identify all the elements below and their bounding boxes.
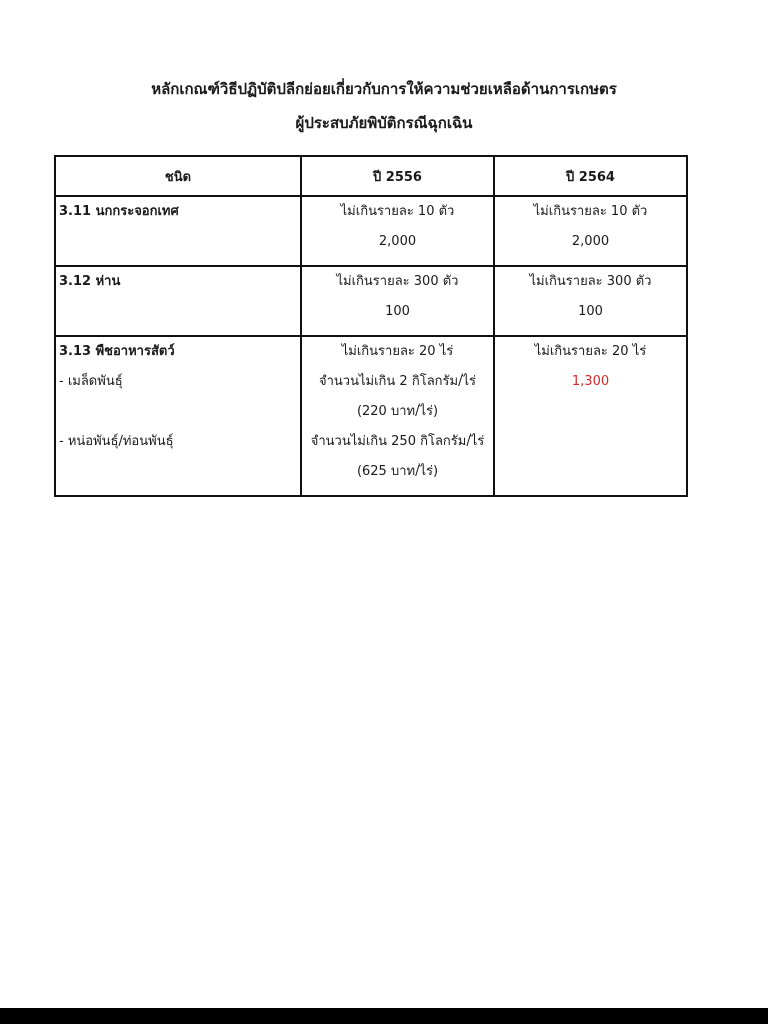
limit-text: ไม่เกินรายละ 10 ตัว — [340, 204, 455, 219]
cell-type — [55, 196, 301, 266]
table-row — [55, 266, 687, 336]
table-row — [55, 196, 687, 266]
seed-quantity: จำนวนไม่เกิน 2 กิโลกรัม/ไร่ — [319, 374, 476, 389]
type-label: 3.13 พืชอาหารสัตว์ — [59, 344, 175, 359]
limit-text: ไม่เกินรายละ 10 ตัว — [533, 204, 648, 219]
amount-value: 100 — [385, 304, 410, 319]
header-type: ชนิด — [55, 156, 301, 196]
document-title-line-1: หลักเกณฑ์วิธีปฏิบัติปลีกย่อยเกี่ยวกับการให้ความช่วยเหลือด้านการเกษตร — [151, 80, 617, 98]
cell-2556 — [301, 266, 494, 336]
cutting-rate: (625 บาท/ไร่) — [356, 464, 439, 479]
amount-value: 2,000 — [571, 234, 610, 249]
table-row — [55, 336, 687, 496]
cutting-quantity: จำนวนไม่เกิน 250 กิโลกรัม/ไร่ — [310, 434, 485, 449]
type-label: 3.12 ห่าน — [59, 274, 121, 289]
document-title-line-2: ผู้ประสบภัยพิบัติกรณีฉุกเฉิน — [295, 114, 473, 132]
amount-value-highlighted: 1,300 — [571, 374, 610, 389]
seed-rate: (220 บาท/ไร่) — [356, 404, 439, 419]
limit-text: ไม่เกินรายละ 20 ไร่ — [341, 344, 454, 359]
limit-text: ไม่เกินรายละ 300 ตัว — [336, 274, 459, 289]
amount-value: 100 — [578, 304, 603, 319]
cell-2564 — [494, 336, 687, 496]
cell-2556 — [301, 336, 494, 496]
sub-item-seed: - เมล็ดพันธุ์ — [59, 374, 123, 389]
cell-2556 — [301, 196, 494, 266]
header-year-2556: ปี 2556 — [301, 156, 494, 196]
cell-type — [55, 266, 301, 336]
spacer-line — [56, 403, 300, 433]
sub-item-cutting: - หน่อพันธุ์/ท่อนพันธุ์ — [59, 434, 174, 449]
type-label: 3.11 นกกระจอกเทศ — [59, 204, 179, 219]
limit-text: ไม่เกินรายละ 20 ไร่ — [534, 344, 647, 359]
comparison-table — [54, 155, 688, 497]
cell-2564 — [494, 266, 687, 336]
bottom-bar — [0, 1008, 768, 1024]
cell-type — [55, 336, 301, 496]
table-header-row — [55, 156, 687, 196]
cell-2564 — [494, 196, 687, 266]
header-year-2564: ปี 2564 — [494, 156, 687, 196]
amount-value: 2,000 — [378, 234, 417, 249]
limit-text: ไม่เกินรายละ 300 ตัว — [529, 274, 652, 289]
